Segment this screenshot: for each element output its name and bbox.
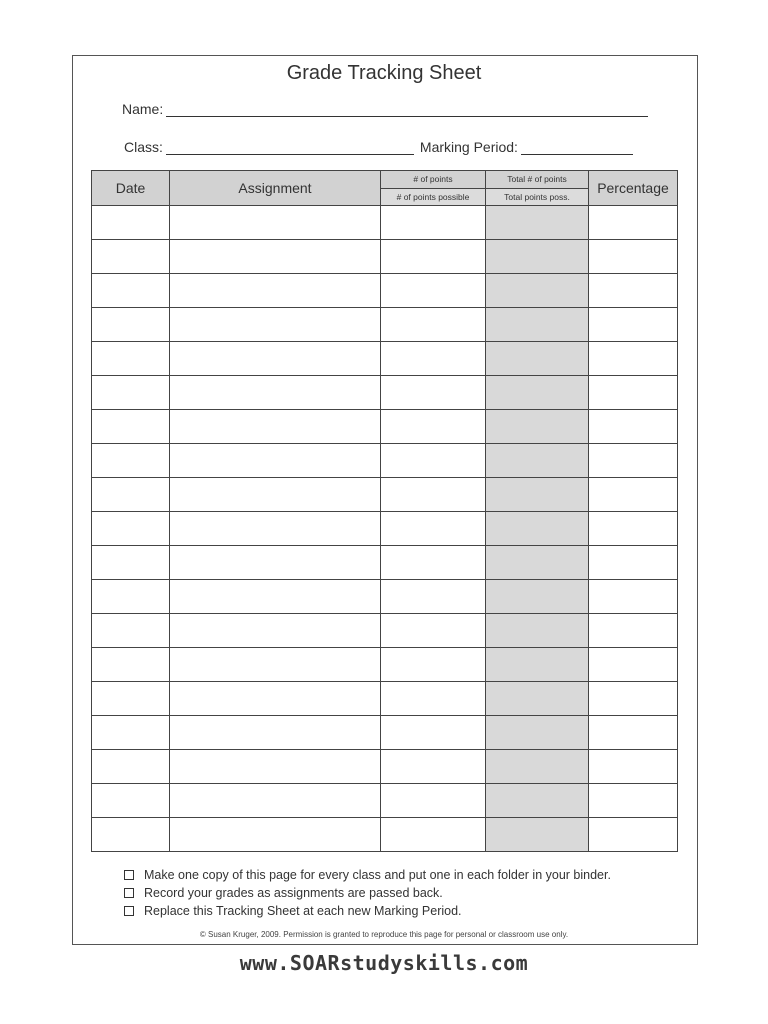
date-cell[interactable] bbox=[92, 308, 170, 342]
percentage-cell[interactable] bbox=[589, 784, 678, 818]
total-points-cell[interactable] bbox=[486, 410, 589, 444]
note-text: Make one copy of this page for every class and put one in each folder in your binder. bbox=[144, 868, 611, 882]
class-line[interactable] bbox=[166, 140, 414, 155]
points-cell[interactable] bbox=[381, 410, 486, 444]
total-points-cell[interactable] bbox=[486, 546, 589, 580]
table-row bbox=[92, 648, 678, 682]
assignment-cell[interactable] bbox=[170, 274, 381, 308]
table-row bbox=[92, 716, 678, 750]
date-cell[interactable] bbox=[92, 580, 170, 614]
points-cell[interactable] bbox=[381, 206, 486, 240]
table-row bbox=[92, 444, 678, 478]
date-cell[interactable] bbox=[92, 206, 170, 240]
percentage-cell[interactable] bbox=[589, 750, 678, 784]
marking-period-line[interactable] bbox=[521, 140, 633, 155]
name-field bbox=[122, 101, 648, 117]
percentage-cell[interactable] bbox=[589, 818, 678, 852]
total-points-cell[interactable] bbox=[486, 716, 589, 750]
table-row bbox=[92, 784, 678, 818]
points-cell[interactable] bbox=[381, 580, 486, 614]
total-points-cell[interactable] bbox=[486, 206, 589, 240]
assignment-cell[interactable] bbox=[170, 376, 381, 410]
header-total-points-possible: Total points poss. bbox=[486, 188, 589, 206]
percentage-cell[interactable] bbox=[589, 648, 678, 682]
date-cell[interactable] bbox=[92, 342, 170, 376]
assignment-cell[interactable] bbox=[170, 546, 381, 580]
points-cell[interactable] bbox=[381, 512, 486, 546]
percentage-cell[interactable] bbox=[589, 376, 678, 410]
header-points: # of points bbox=[381, 171, 486, 189]
points-cell[interactable] bbox=[381, 342, 486, 376]
assignment-cell[interactable] bbox=[170, 716, 381, 750]
points-cell[interactable] bbox=[381, 478, 486, 512]
percentage-cell[interactable] bbox=[589, 716, 678, 750]
website-link[interactable]: www.SOARstudyskills.com bbox=[239, 951, 529, 975]
table-row bbox=[92, 580, 678, 614]
points-cell[interactable] bbox=[381, 716, 486, 750]
total-points-cell[interactable] bbox=[486, 648, 589, 682]
instructions-list bbox=[124, 866, 611, 920]
date-cell[interactable] bbox=[92, 240, 170, 274]
points-cell[interactable] bbox=[381, 546, 486, 580]
total-points-cell[interactable] bbox=[486, 478, 589, 512]
table-row bbox=[92, 614, 678, 648]
class-field bbox=[124, 139, 633, 155]
header-total-points: Total # of points bbox=[486, 171, 589, 189]
assignment-cell[interactable] bbox=[170, 784, 381, 818]
total-points-cell[interactable] bbox=[486, 784, 589, 818]
header-date: Date bbox=[92, 171, 170, 206]
table-row bbox=[92, 240, 678, 274]
date-cell[interactable] bbox=[92, 376, 170, 410]
percentage-cell[interactable] bbox=[589, 682, 678, 716]
assignment-cell[interactable] bbox=[170, 240, 381, 274]
list-item bbox=[124, 866, 611, 884]
percentage-cell[interactable] bbox=[589, 478, 678, 512]
copyright-text: © Susan Kruger, 2009. Permission is granted to reproduce this page for personal or classroom use only. bbox=[199, 930, 569, 939]
total-points-cell[interactable] bbox=[486, 750, 589, 784]
percentage-cell[interactable] bbox=[589, 546, 678, 580]
points-cell[interactable] bbox=[381, 308, 486, 342]
checkbox-icon[interactable] bbox=[124, 906, 134, 916]
table-body bbox=[92, 206, 678, 852]
total-points-cell[interactable] bbox=[486, 274, 589, 308]
percentage-cell[interactable] bbox=[589, 512, 678, 546]
table-row bbox=[92, 682, 678, 716]
name-line[interactable] bbox=[166, 102, 648, 117]
points-cell[interactable] bbox=[381, 444, 486, 478]
date-cell[interactable] bbox=[92, 614, 170, 648]
date-cell[interactable] bbox=[92, 444, 170, 478]
date-cell[interactable] bbox=[92, 274, 170, 308]
date-cell[interactable] bbox=[92, 648, 170, 682]
assignment-cell[interactable] bbox=[170, 614, 381, 648]
assignment-cell[interactable] bbox=[170, 206, 381, 240]
points-cell[interactable] bbox=[381, 818, 486, 852]
date-cell[interactable] bbox=[92, 750, 170, 784]
note-text: Replace this Tracking Sheet at each new Marking Period. bbox=[144, 904, 462, 918]
assignment-cell[interactable] bbox=[170, 342, 381, 376]
date-cell[interactable] bbox=[92, 478, 170, 512]
date-cell[interactable] bbox=[92, 546, 170, 580]
percentage-cell[interactable] bbox=[589, 206, 678, 240]
assignment-cell[interactable] bbox=[170, 308, 381, 342]
percentage-cell[interactable] bbox=[589, 342, 678, 376]
points-cell[interactable] bbox=[381, 648, 486, 682]
assignment-cell[interactable] bbox=[170, 580, 381, 614]
points-cell[interactable] bbox=[381, 240, 486, 274]
date-cell[interactable] bbox=[92, 784, 170, 818]
total-points-cell[interactable] bbox=[486, 308, 589, 342]
total-points-cell[interactable] bbox=[486, 580, 589, 614]
assignment-cell[interactable] bbox=[170, 682, 381, 716]
checkbox-icon[interactable] bbox=[124, 870, 134, 880]
list-item bbox=[124, 884, 611, 902]
total-points-cell[interactable] bbox=[486, 444, 589, 478]
percentage-cell[interactable] bbox=[589, 240, 678, 274]
points-cell[interactable] bbox=[381, 376, 486, 410]
table-row bbox=[92, 206, 678, 240]
points-cell[interactable] bbox=[381, 614, 486, 648]
total-points-cell[interactable] bbox=[486, 614, 589, 648]
total-points-cell[interactable] bbox=[486, 512, 589, 546]
page-title: Grade Tracking Sheet bbox=[286, 62, 482, 84]
percentage-cell[interactable] bbox=[589, 444, 678, 478]
assignment-cell[interactable] bbox=[170, 648, 381, 682]
table-row bbox=[92, 308, 678, 342]
table-row bbox=[92, 512, 678, 546]
header-assignment: Assignment bbox=[170, 171, 381, 206]
table-row bbox=[92, 410, 678, 444]
total-points-cell[interactable] bbox=[486, 342, 589, 376]
assignment-cell[interactable] bbox=[170, 410, 381, 444]
percentage-cell[interactable] bbox=[589, 410, 678, 444]
note-text: Record your grades as assignments are passed back. bbox=[144, 886, 443, 900]
table-row bbox=[92, 818, 678, 852]
date-cell[interactable] bbox=[92, 410, 170, 444]
checkbox-icon[interactable] bbox=[124, 888, 134, 898]
assignment-cell[interactable] bbox=[170, 818, 381, 852]
percentage-cell[interactable] bbox=[589, 274, 678, 308]
list-item bbox=[124, 902, 611, 920]
total-points-cell[interactable] bbox=[486, 682, 589, 716]
class-label: Class: bbox=[124, 139, 163, 155]
header-points-possible: # of points possible bbox=[381, 188, 486, 206]
date-cell[interactable] bbox=[92, 818, 170, 852]
name-label: Name: bbox=[122, 101, 164, 117]
total-points-cell[interactable] bbox=[486, 376, 589, 410]
percentage-cell[interactable] bbox=[589, 614, 678, 648]
points-cell[interactable] bbox=[381, 682, 486, 716]
date-cell[interactable] bbox=[92, 682, 170, 716]
assignment-cell[interactable] bbox=[170, 444, 381, 478]
table-row bbox=[92, 376, 678, 410]
date-cell[interactable] bbox=[92, 512, 170, 546]
points-cell[interactable] bbox=[381, 750, 486, 784]
header-percentage: Percentage bbox=[589, 171, 678, 206]
table-row bbox=[92, 342, 678, 376]
percentage-cell[interactable] bbox=[589, 308, 678, 342]
points-cell[interactable] bbox=[381, 784, 486, 818]
total-points-cell[interactable] bbox=[486, 818, 589, 852]
table-row bbox=[92, 546, 678, 580]
total-points-cell[interactable] bbox=[486, 240, 589, 274]
table-row bbox=[92, 478, 678, 512]
assignment-cell[interactable] bbox=[170, 750, 381, 784]
date-cell[interactable] bbox=[92, 716, 170, 750]
table-row bbox=[92, 750, 678, 784]
assignment-cell[interactable] bbox=[170, 512, 381, 546]
points-cell[interactable] bbox=[381, 274, 486, 308]
assignment-cell[interactable] bbox=[170, 478, 381, 512]
table-row bbox=[92, 274, 678, 308]
marking-period-label: Marking Period: bbox=[419, 139, 518, 155]
grade-table bbox=[91, 170, 678, 852]
percentage-cell[interactable] bbox=[589, 580, 678, 614]
